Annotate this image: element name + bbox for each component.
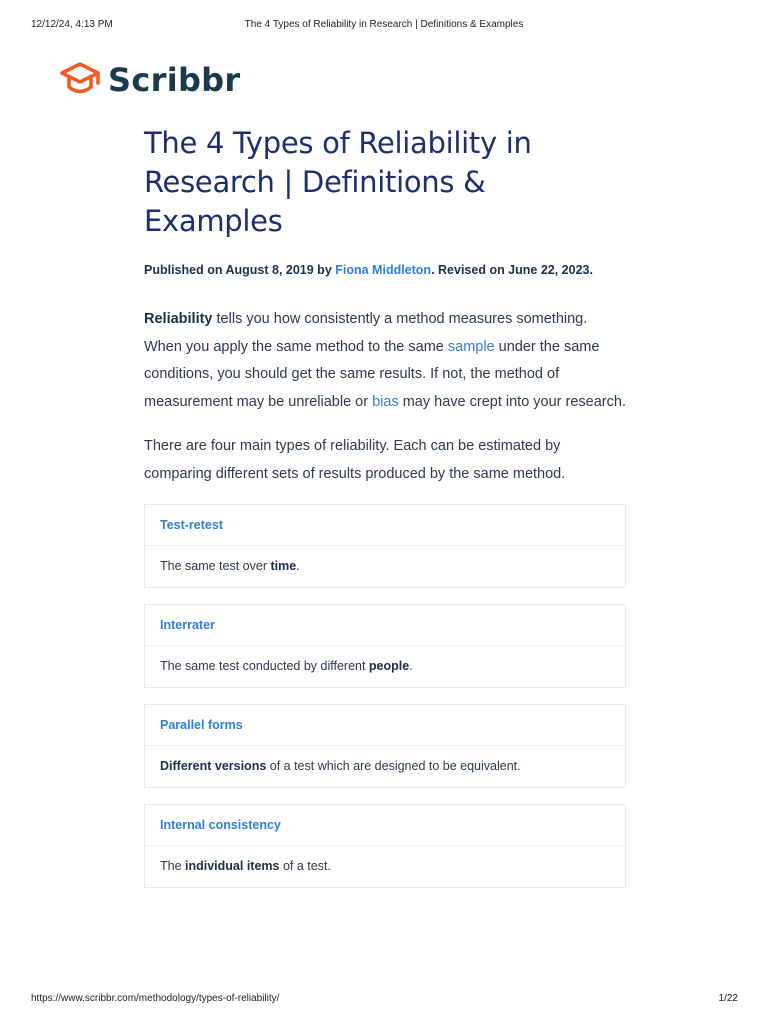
desc-bold: time: [270, 559, 297, 574]
desc-text: of a test which are designed to be equivalent.: [266, 759, 521, 774]
reliability-types-list: [144, 504, 626, 888]
desc-bold: people: [368, 659, 410, 674]
type-card-internal-consistency: [144, 804, 626, 888]
type-name[interactable]: Parallel forms: [145, 705, 625, 746]
published-date: Published on August 8, 2019 by: [144, 263, 336, 277]
desc-text: of a test.: [279, 859, 331, 874]
bias-link[interactable]: bias: [372, 394, 399, 411]
type-name[interactable]: Internal consistency: [145, 805, 625, 846]
desc-text: The same test conducted by different: [160, 659, 369, 674]
logo-wordmark: Scribbr: [108, 61, 241, 99]
reliability-term: Reliability: [144, 311, 213, 327]
intro-text-3: may have crept into your research.: [398, 394, 626, 411]
desc-bold: individual items: [185, 859, 280, 874]
revised-date: . Revised on June 22, 2023.: [431, 263, 593, 277]
type-card-interrater: [144, 604, 626, 688]
page-url: https://www.scribbr.com/methodology/types-of-reliability/: [31, 993, 280, 1004]
desc-text: .: [409, 659, 413, 674]
type-card-test-retest: [144, 504, 626, 588]
desc-text: The: [160, 859, 186, 874]
intro-text-2: under the same conditions, you should get the same results. If not, the method of measurement may be unreliable or: [144, 338, 600, 411]
intro-paragraph: [144, 306, 626, 417]
type-name[interactable]: Interrater: [145, 605, 625, 646]
byline: [144, 263, 626, 277]
print-doc-title: The 4 Types of Reliability in Research | Definitions & Examples: [244, 19, 524, 30]
type-description: [145, 746, 625, 787]
article-title: The 4 Types of Reliability in Research | Definitions & Examples: [144, 126, 532, 238]
sample-link[interactable]: sample: [447, 338, 495, 355]
type-description: [145, 646, 625, 687]
page-number: 1/22: [718, 993, 738, 1004]
intro-text-1: tells you how consistently a method measures something. When you apply the same method to the same: [144, 311, 588, 355]
type-name[interactable]: Test-retest: [145, 505, 625, 546]
types-intro-paragraph: There are four main types of reliability. Each can be estimated by comparing different sets of results produced by the same method.: [144, 437, 566, 482]
scribbr-logo[interactable]: [58, 58, 240, 102]
print-header: [0, 19, 768, 33]
desc-text: The same test over: [160, 559, 271, 574]
type-description: [145, 846, 625, 887]
desc-text: .: [296, 559, 300, 574]
print-datetime: 12/12/24, 4:13 PM: [31, 19, 113, 30]
type-description: [145, 546, 625, 587]
article: [144, 124, 626, 904]
author-link[interactable]: Fiona Middleton: [335, 263, 432, 277]
desc-bold: Different versions: [160, 759, 267, 774]
graduation-cap-icon: [58, 58, 104, 102]
type-card-parallel-forms: [144, 704, 626, 788]
